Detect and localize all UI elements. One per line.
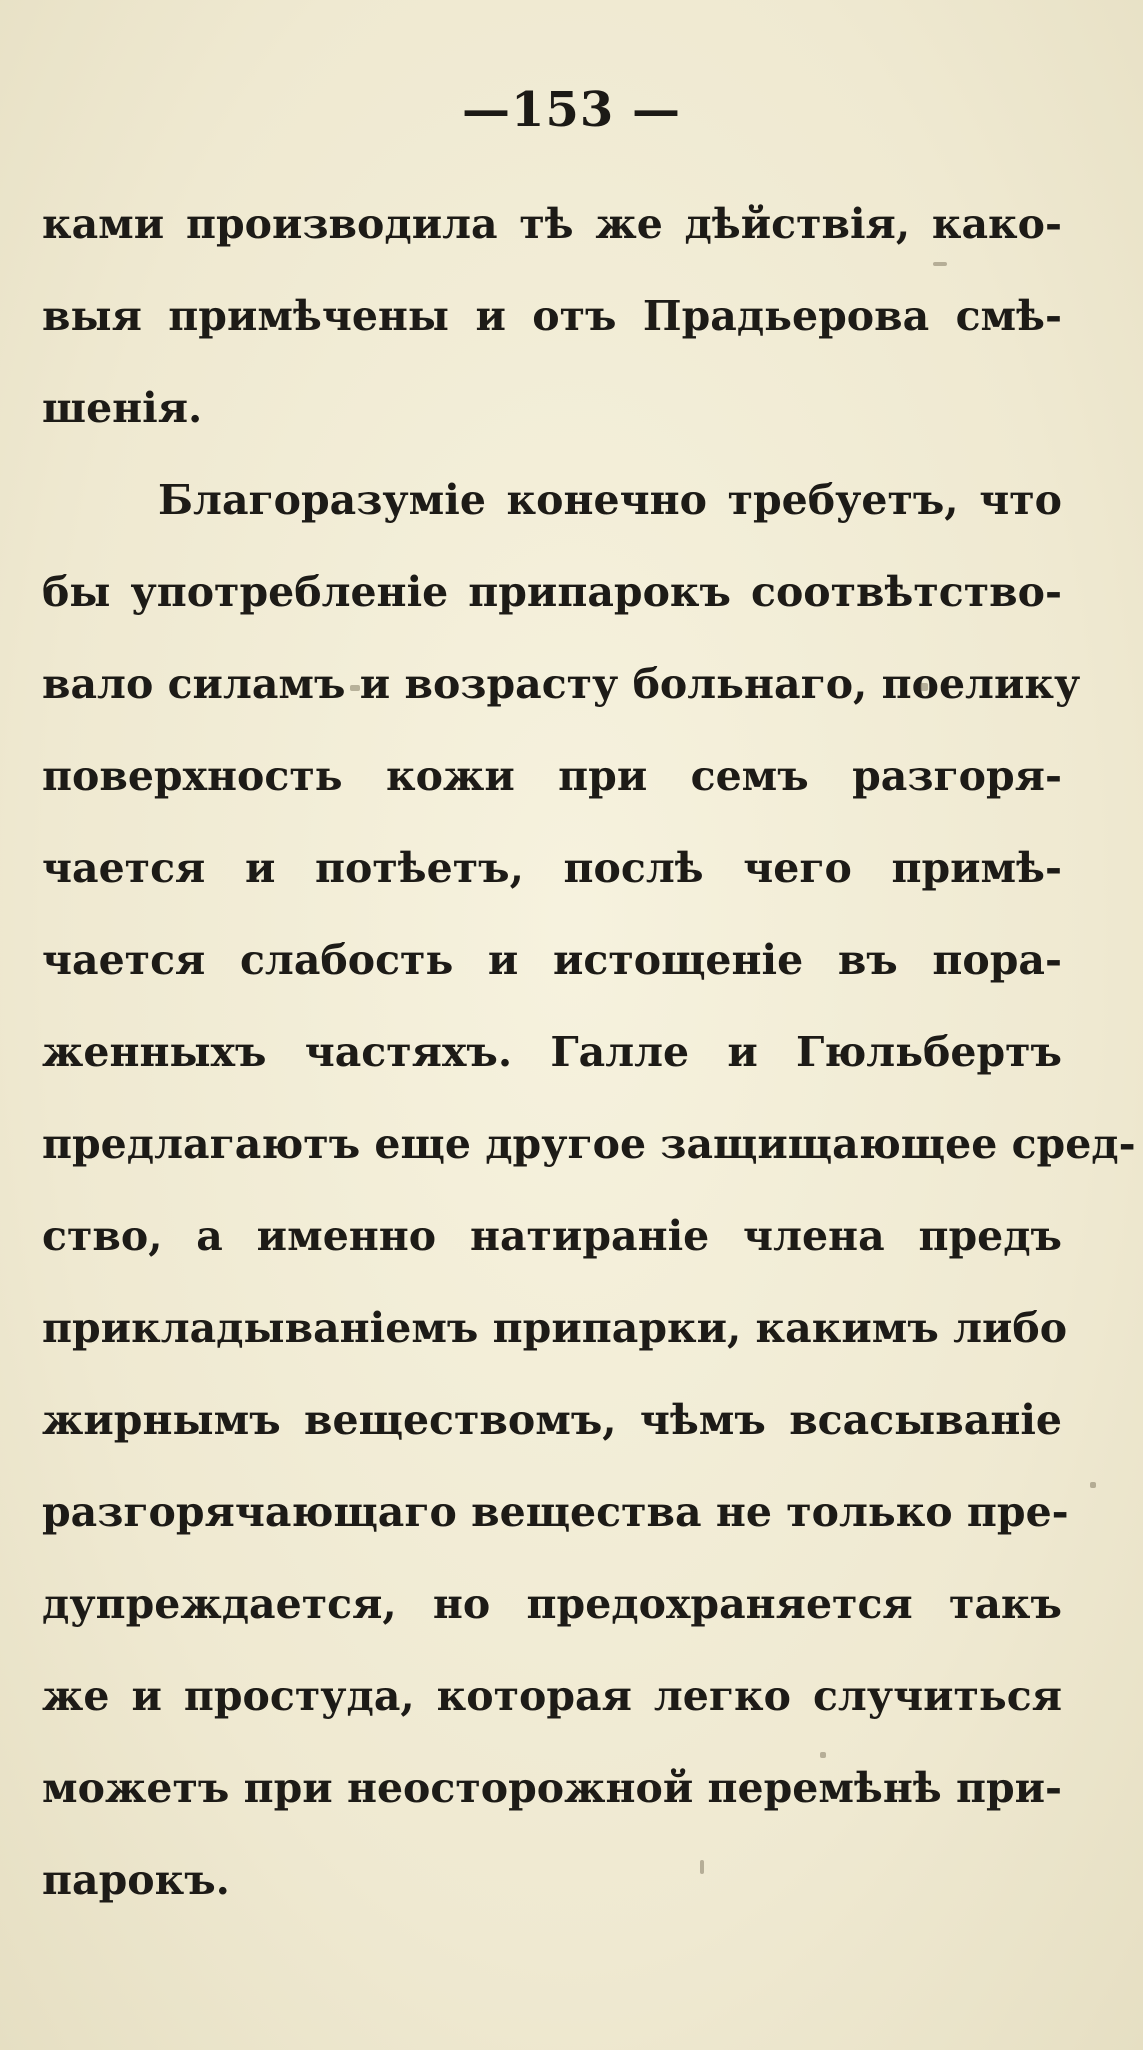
text-line: чается и потѣетъ, послѣ чего примѣ- — [42, 844, 1062, 892]
text-line: вало силамъ и возрасту больнаго, поелику — [42, 660, 1081, 708]
text-line: предлагаютъ еще другое защищающее сред- — [42, 1120, 1136, 1168]
paper-speck — [920, 683, 928, 691]
paper-speck — [820, 1752, 826, 1758]
text-line: ками производила тѣ же дѣйствія, како- — [42, 200, 1062, 248]
text-line: разгорячающаго вещества не только пре- — [42, 1488, 1069, 1536]
text-line: прикладываніемъ припарки, какимъ либо — [42, 1304, 1068, 1352]
paper-speck — [933, 262, 947, 266]
text-line: чается слабость и истощеніе въ пора- — [42, 936, 1062, 984]
body-text — [42, 178, 1136, 1926]
text-line: жирнымъ веществомъ, чѣмъ всасываніе — [42, 1396, 1062, 1444]
text-line: можетъ при неосторожной перемѣнѣ при- — [42, 1764, 1063, 1812]
text-line: поверхность кожи при семъ разгоря- — [42, 752, 1062, 800]
paper-speck — [700, 1860, 704, 1874]
paper-speck — [1090, 1482, 1096, 1488]
text-line: Благоразуміе конечно требуетъ, что — [158, 476, 1062, 524]
text-line: дупреждается, но предохраняется такъ — [42, 1580, 1062, 1628]
text-line: женныхъ частяхъ. Галле и Гюльбертъ — [42, 1028, 1062, 1076]
text-line: же и простуда, которая легко случиться — [42, 1672, 1062, 1720]
text-line: парокъ. — [42, 1856, 230, 1904]
text-line: ство, а именно натираніе члена предъ — [42, 1212, 1062, 1260]
text-line: бы употребленіе припарокъ соотвѣтство- — [42, 568, 1062, 616]
text-line: выя примѣчены и отъ Прадьерова смѣ- — [42, 292, 1062, 340]
text-line: шенія. — [42, 384, 203, 432]
paper-speck — [350, 685, 360, 691]
page-number: —153 — — [462, 82, 681, 138]
